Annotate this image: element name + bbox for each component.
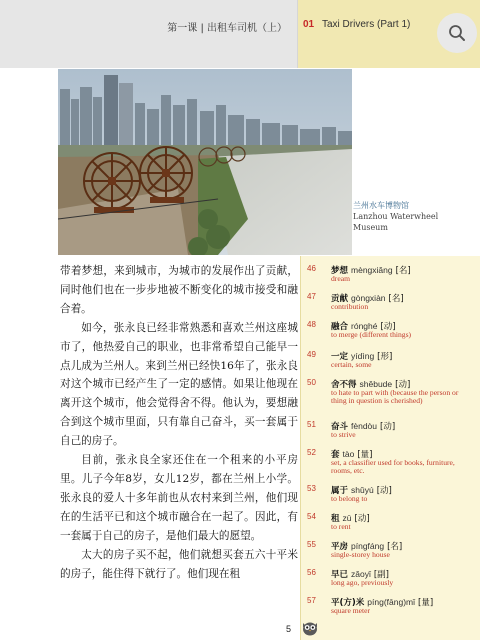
caption-en-line1: Lanzhou Waterwheel	[353, 212, 439, 221]
vocab-definition: to merge (different things)	[331, 330, 412, 339]
vocab-pos: [名]	[395, 266, 411, 276]
vocab-pinyin: píng(fāng)mǐ	[367, 597, 415, 607]
vocab-definition: dream	[331, 274, 350, 283]
vocab-number: 47	[307, 292, 316, 301]
vocab-hanzi: 贡献	[331, 294, 349, 304]
vocab-definition: long ago, previously	[331, 578, 394, 587]
header-bar	[0, 0, 480, 68]
search-icon	[448, 24, 466, 42]
lesson-number: 01	[303, 19, 315, 30]
lesson-title-cn: 第一课 | 出租车司机（上）	[167, 23, 287, 34]
vocab-definition: to belong to	[331, 494, 368, 503]
vocab-pinyin: zǎoyǐ	[351, 569, 371, 579]
vocab-hanzi: 属于	[331, 486, 349, 496]
vocab-pos: [名]	[388, 294, 404, 304]
vocab-pos: [动]	[380, 422, 396, 432]
vocab-pinyin: shǔyú	[351, 485, 374, 495]
vocab-number: 49	[307, 350, 316, 359]
search-button[interactable]	[437, 13, 477, 53]
caption-cn: 兰州水车博物馆	[353, 201, 409, 210]
vocab-pinyin: rónghé	[351, 321, 378, 331]
vocab-pos: [动]	[395, 380, 411, 390]
vocab-hanzi: 一定	[331, 352, 349, 362]
vocab-pos: [量]	[418, 598, 434, 608]
lesson-title-en: Taxi Drivers (Part 1)	[322, 19, 411, 30]
vocabulary-panel	[300, 256, 480, 640]
vocab-pinyin: píngfáng	[351, 541, 385, 551]
waterwheel-photo	[58, 69, 352, 255]
vocab-number: 53	[307, 484, 316, 493]
vocab-number: 52	[307, 448, 316, 457]
vocab-pinyin: yídìng	[351, 351, 375, 361]
vocab-number: 46	[307, 264, 316, 273]
vocab-pinyin: zū	[342, 513, 352, 523]
paragraph: 带着梦想，来到城市，为城市的发展作出了贡献，同时他们也在一步步地被不断变化的城市接受和融合着。	[60, 265, 298, 315]
paragraph: 目前，张永良全家还住在一个租来的小平房里。儿子今年8岁，女儿12岁，都在兰州上小学。张永良的爱人十多年前也从农村来到兰州，他们现在的生活平已和这个城市融合在一起了。因此，有一套属于自己的房子，是他们最大的愿望。	[60, 454, 298, 542]
vocab-pos: [形]	[377, 352, 393, 362]
vocab-pinyin: mèngxiǎng	[351, 265, 393, 275]
vocab-definition: set, a classifier used for books, furniture, rooms, etc.	[331, 458, 455, 476]
page-number: 5	[286, 624, 292, 634]
vocab-definition: single-storey house	[331, 550, 390, 559]
lesson-text	[60, 262, 298, 583]
vocab-pinyin: tào	[342, 449, 355, 459]
vocab-hanzi: 套	[331, 450, 340, 460]
vocab-hanzi: 平(方)米	[331, 598, 365, 608]
paragraph: 如今，张永良已经非常熟悉和喜欢兰州这座城市了，他热爱自己的职业，也非常希望自己能早一点儿成为兰州人。来到兰州已经快16年了，张永良对这个城市已经产生了一定的感情。如果让他现在离开这个城市，他会觉得舍不得。他认为，要想融合到这个城市里面，只有靠自己奋斗，买一套属于自己的房子。	[60, 321, 298, 448]
vocab-definition: square meter	[331, 606, 371, 615]
vocab-hanzi: 平房	[331, 542, 349, 552]
vocab-pos: [量]	[357, 450, 373, 460]
vocab-number: 50	[307, 378, 316, 387]
paragraph: 太大的房子买不起，他们就想买套五六十平米的房子，能住得下就行了。他们现在租	[60, 548, 298, 580]
vocab-pinyin: shěbude	[359, 379, 393, 389]
owl-icon	[300, 618, 320, 636]
vocab-hanzi: 租	[331, 514, 340, 524]
vocab-pos: [动]	[380, 322, 396, 332]
vocab-pos: [名]	[387, 542, 403, 552]
vocab-hanzi: 梦想	[331, 266, 349, 276]
photo-caption	[353, 200, 473, 233]
vocab-definition: certain, some	[331, 360, 372, 369]
vocab-definition: to hate to part with (because the person or thing in question is cherished)	[331, 388, 459, 406]
vocab-number: 57	[307, 596, 316, 605]
vocab-definition: to rent	[331, 522, 351, 531]
vocab-definition: contribution	[331, 302, 369, 311]
caption-en-line2: Museum	[353, 223, 388, 232]
vocab-number: 48	[307, 320, 316, 329]
vocab-number: 55	[307, 540, 316, 549]
vocab-number: 51	[307, 420, 316, 429]
header-left	[0, 0, 298, 68]
vocab-pinyin: fèndòu	[351, 421, 378, 431]
vocab-pos: [动]	[376, 486, 392, 496]
vocab-pos: [动]	[354, 514, 370, 524]
vocab-pos: [副]	[373, 570, 389, 580]
vocab-hanzi: 舍不得	[331, 380, 357, 390]
vocab-hanzi: 奋斗	[331, 422, 349, 432]
vocab-pinyin: gòngxiàn	[351, 293, 386, 303]
vocab-number: 54	[307, 512, 316, 521]
vocab-hanzi: 早已	[331, 570, 349, 580]
vocab-hanzi: 融合	[331, 322, 349, 332]
vocab-definition: to strive	[331, 430, 356, 439]
vocab-number: 56	[307, 568, 316, 577]
